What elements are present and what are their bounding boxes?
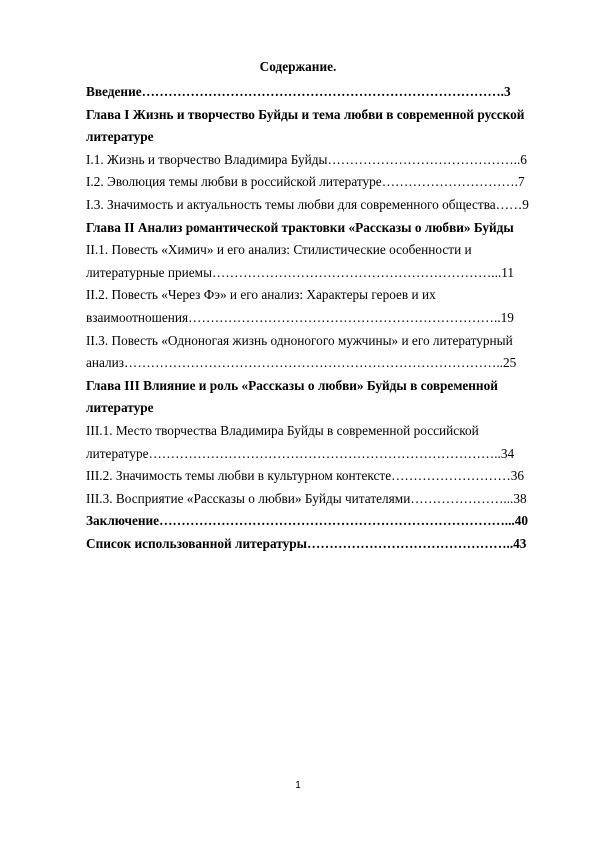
toc-entry-2-2-cont[interactable]: взаимоотношения……………………………………………………………..19 bbox=[86, 309, 514, 325]
toc-entry-3-1[interactable]: III.1. Место творчества Владимира Буйды в современной российской bbox=[86, 422, 479, 438]
page-title: Содержание. bbox=[259, 59, 337, 74]
toc-entry-3-2[interactable]: III.2. Значимость темы любви в культурном контексте………………………36 bbox=[86, 468, 525, 484]
toc-chapter-1-heading-cont[interactable]: литературе bbox=[86, 129, 154, 145]
table-of-contents bbox=[86, 81, 550, 555]
toc-chapter-3-heading[interactable]: Глава III Влияние и роль «Рассказы о любви» Буйды в современной bbox=[86, 377, 498, 393]
toc-entry-1-1[interactable]: I.1. Жизнь и творчество Владимира Буйды……………………………………..6 bbox=[86, 151, 527, 167]
toc-entry-introduction[interactable]: Введение……………………………………………………………………….3 bbox=[86, 84, 511, 99]
toc-entry-1-3[interactable]: I.3. Значимость и актуальность темы любви для современного общества……9 bbox=[86, 196, 529, 212]
toc-entry-2-1[interactable]: II.1. Повесть «Химич» и его анализ: Стилистические особенности и bbox=[86, 242, 472, 258]
toc-entry-3-3[interactable]: III.3. Восприятие «Рассказы о любви» Буйды читателями…………………...38 bbox=[86, 490, 527, 506]
toc-entry-2-3-cont[interactable]: анализ…………………………………………………………………………..25 bbox=[86, 355, 517, 371]
page-number: 1 bbox=[295, 780, 301, 791]
toc-entry-2-2[interactable]: II.2. Повесть «Через Фэ» и его анализ: Характеры героев и их bbox=[86, 287, 436, 303]
toc-entry-references[interactable]: Список использованной литературы………………………………………..43 bbox=[86, 535, 527, 551]
toc-entry-conclusion[interactable]: Заключение……………………………………………………………………...40 bbox=[86, 513, 529, 529]
toc-chapter-1-heading[interactable]: Глава I Жизнь и творчество Буйды и тема любви в современной русской bbox=[86, 106, 525, 122]
toc-entry-2-3[interactable]: II.3. Повесть «Одноногая жизнь одноногого мужчины» и его литературный bbox=[86, 332, 513, 348]
toc-entry-3-1-cont[interactable]: литературе……………………………………………………………………..34 bbox=[86, 445, 515, 461]
toc-chapter-3-heading-cont[interactable]: литературе bbox=[86, 400, 154, 416]
toc-chapter-2-heading[interactable]: Глава II Анализ романтической трактовки «Рассказы о любви» Буйды bbox=[86, 219, 514, 235]
toc-entry-1-2[interactable]: I.2. Эволюция темы любви в российской литературе………………………….7 bbox=[86, 174, 525, 190]
toc-entry-2-1-cont[interactable]: литературные приемы………………………………………………………...11 bbox=[86, 264, 515, 280]
